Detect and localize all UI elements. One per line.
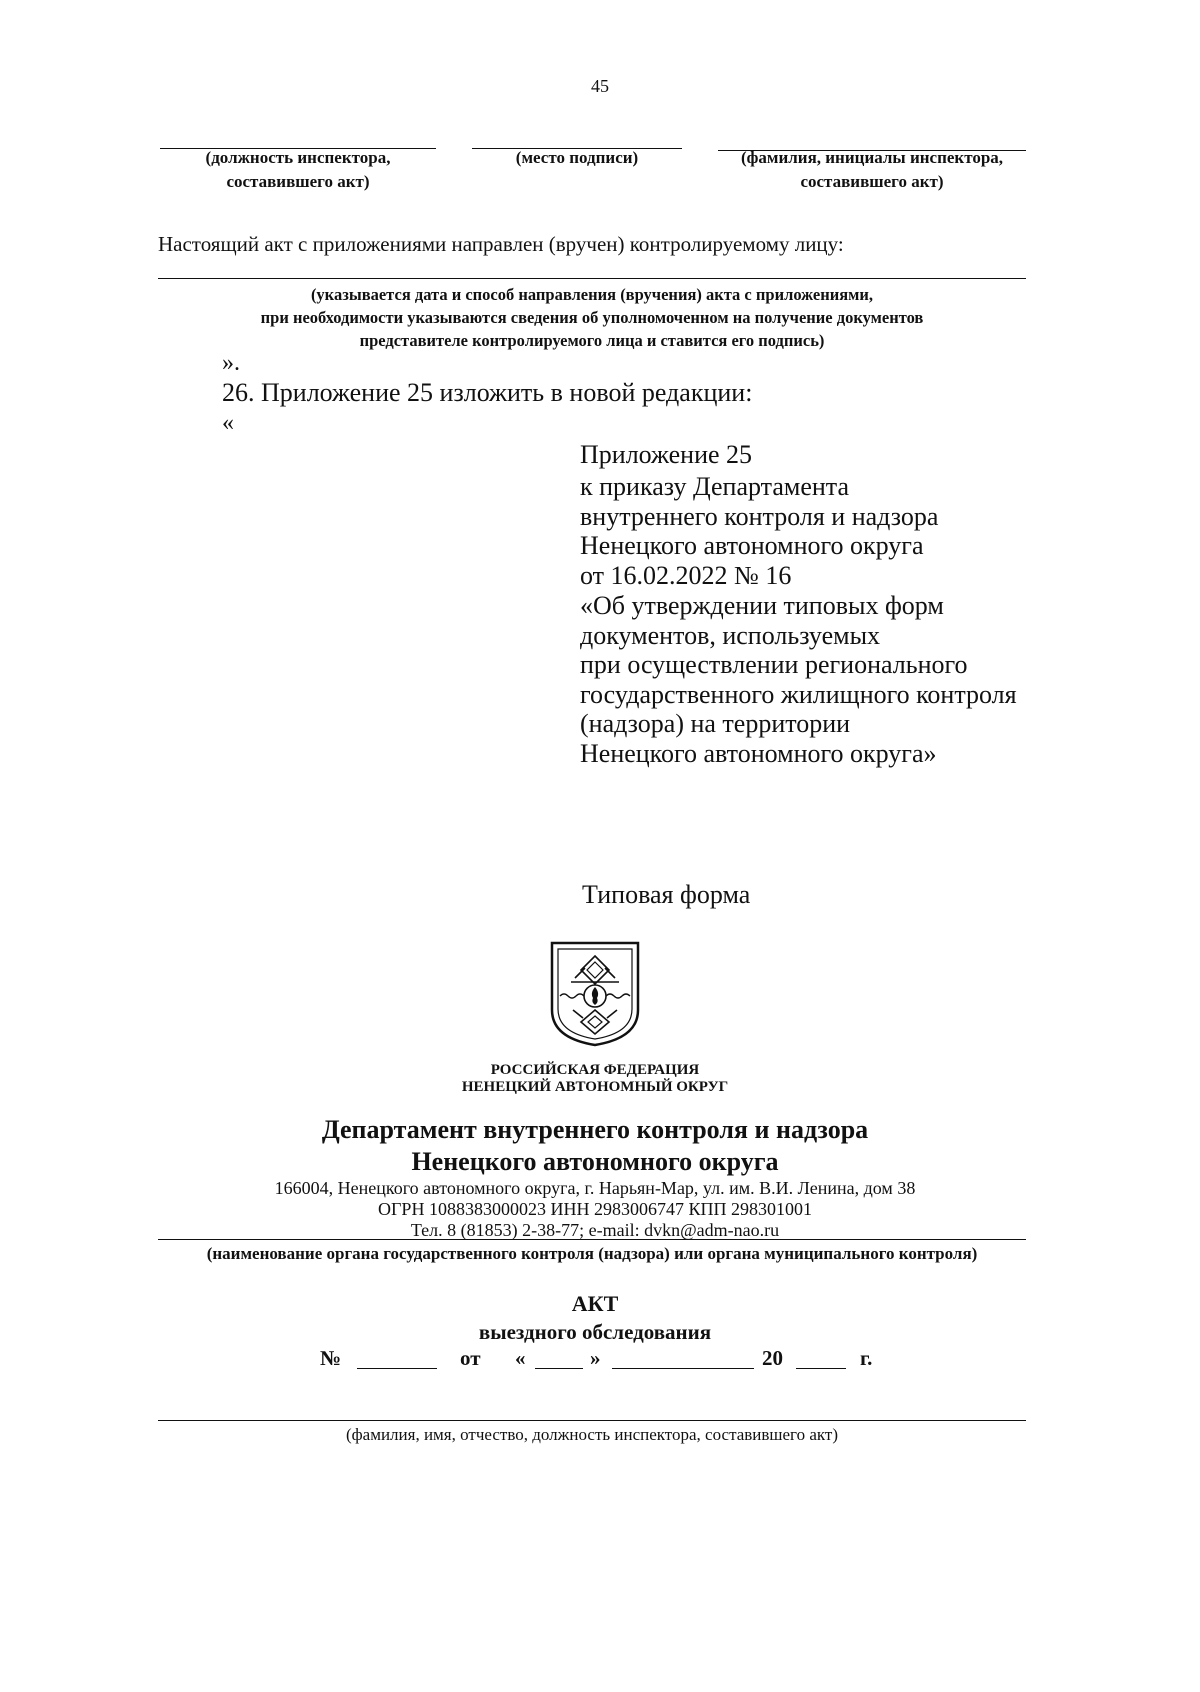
- delivery-line: [158, 278, 1026, 279]
- delivery-note: (указывается дата и способ направления (вручения) акта с приложениями, при необходимости указываются сведения об уполномоченном на получение документов представителе контролируемого лица и ставится его подпись): [260, 285, 924, 350]
- org-divider-line: [158, 1239, 1026, 1240]
- inspector-full-name-caption: (фамилия, имя, отчество, должность инспектора, составившего акт): [345, 1425, 839, 1444]
- act-number-date-row: [0, 1346, 1200, 1376]
- org-caption: (наименование органа государственного контроля (надзора) или органа муниципального контроля): [206, 1244, 978, 1263]
- org-address: 166004, Ненецкого автономного округа, г. Нарьян-Мар, ул. им. В.И. Ленина, дом 38: [274, 1178, 916, 1198]
- act-number-blank[interactable]: [357, 1368, 437, 1369]
- appendix-header-line: при осуществлении регионального: [580, 650, 968, 679]
- from-word: от: [460, 1346, 481, 1370]
- appendix-header-line: внутреннего контроля и надзора: [580, 502, 939, 531]
- act-month-blank[interactable]: [612, 1368, 754, 1369]
- signature-place-caption: (место подписи): [515, 148, 639, 167]
- inspector-full-name-line[interactable]: [158, 1420, 1026, 1421]
- org-name-line2: Ненецкого автономного округа: [411, 1147, 779, 1176]
- inspector-name-caption: (фамилия, инициалы инспектора, составившего акт): [740, 148, 1004, 191]
- inspector-position-caption: (должность инспектора, составившего акт): [205, 148, 391, 191]
- act-subtitle: выездного обследования: [478, 1320, 712, 1344]
- org-region: НЕНЕЦКИЙ АВТОНОМНЫЙ ОКРУГ: [461, 1079, 729, 1095]
- act-year-blank[interactable]: [796, 1368, 846, 1369]
- closing-quote: ».: [222, 350, 240, 376]
- appendix-header-line: «Об утверждении типовых форм: [580, 591, 944, 620]
- opening-quote: «: [222, 410, 234, 436]
- appendix-header: [580, 438, 1017, 769]
- item-26-text: 26. Приложение 25 изложить в новой редакции:: [222, 378, 753, 407]
- appendix-header-line: Ненецкого автономного округа: [580, 531, 924, 560]
- year-suffix: г.: [860, 1346, 873, 1370]
- delivery-statement: Настоящий акт с приложениями направлен (вручен) контролируемому лицу:: [158, 232, 844, 256]
- year-prefix: 20: [762, 1346, 783, 1370]
- org-registration: ОГРН 1088383000023 ИНН 2983006747 КПП 298301001: [378, 1199, 812, 1219]
- day-quote-open: «: [515, 1346, 526, 1370]
- number-sign: №: [320, 1346, 342, 1370]
- org-name-line1: Департамент внутреннего контроля и надзора: [321, 1115, 869, 1144]
- appendix-header-line: Ненецкого автономного округа»: [580, 739, 937, 768]
- coat-of-arms-emblem: [549, 940, 641, 1048]
- typical-form-label: Типовая форма: [582, 880, 751, 909]
- appendix-header-line: от 16.02.2022 № 16: [580, 561, 792, 590]
- org-contacts: Тел. 8 (81853) 2-38-77; e-mail: dvkn@adm-nao.ru: [410, 1220, 780, 1240]
- appendix-header-line: к приказу Департамента: [580, 472, 850, 501]
- act-day-blank[interactable]: [535, 1368, 583, 1369]
- appendix-header-line: Приложение 25: [580, 440, 753, 469]
- appendix-header-line: документов, используемых: [580, 621, 881, 650]
- org-country: РОССИЙСКАЯ ФЕДЕРАЦИЯ: [490, 1062, 700, 1078]
- day-quote-close: »: [590, 1346, 601, 1370]
- coat-of-arms-icon: [549, 940, 641, 1048]
- page-number: 45: [591, 76, 609, 96]
- appendix-header-line: (надзора) на территории: [580, 709, 851, 738]
- appendix-header-line: государственного жилищного контроля: [580, 680, 1017, 709]
- act-title: АКТ: [571, 1291, 619, 1316]
